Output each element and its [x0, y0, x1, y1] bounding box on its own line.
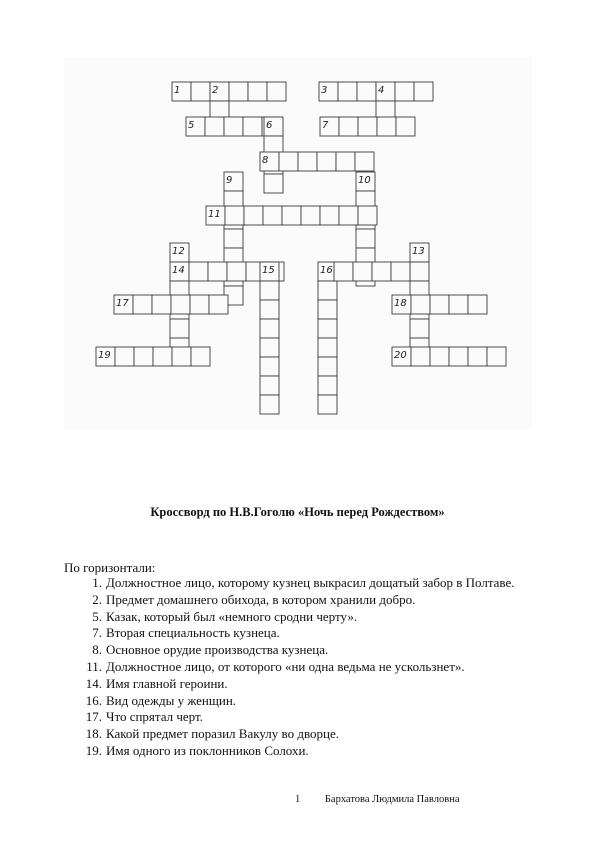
crossword-cell	[190, 295, 209, 314]
clue-number-label: 1	[174, 85, 181, 96]
crossword-cell	[318, 376, 337, 395]
page-number: 1	[295, 794, 301, 805]
crossword-cell	[209, 295, 228, 314]
clue-number-label: 7	[322, 120, 329, 131]
clue-number-label: 3	[321, 85, 328, 96]
clue-item	[84, 659, 524, 676]
crossword-cell	[353, 262, 372, 281]
clue-number-label: 11	[208, 209, 221, 220]
clue-item	[84, 642, 524, 659]
crossword-cell	[318, 357, 337, 376]
crossword-grid	[64, 57, 532, 429]
crossword-cell	[396, 117, 415, 136]
crossword-cell	[260, 319, 279, 338]
crossword-cell	[205, 117, 224, 136]
clue-text: Основное орудие производства кузнеца.	[106, 642, 329, 658]
clue-number-label: 13	[412, 246, 425, 257]
crossword-cell	[410, 262, 429, 281]
crossword-cell	[267, 82, 286, 101]
crossword-cell	[334, 262, 353, 281]
clue-item	[84, 726, 524, 743]
crossword-cell	[487, 347, 506, 366]
clue-text: Имя одного из поклонников Солохи.	[106, 742, 309, 758]
crossword-cell	[357, 82, 376, 101]
crossword-cell	[260, 300, 279, 319]
crossword-cell	[208, 262, 227, 281]
crossword-cell	[244, 206, 263, 225]
clue-text: Должностное лицо, от которого «ни одна ведьма не ускользнет».	[106, 658, 465, 674]
clue-number: 11.	[86, 658, 102, 674]
clue-number: 18.	[85, 726, 102, 742]
clue-list	[84, 575, 524, 760]
clue-number-label: 6	[266, 120, 273, 131]
crossword-cell	[225, 206, 244, 225]
footer-author: Бархатова Людмила Павловна	[324, 794, 460, 805]
crossword-cell	[279, 152, 298, 171]
crossword-cell	[358, 117, 377, 136]
crossword-cell	[339, 117, 358, 136]
clue-text: Предмет домашнего обихода, в котором хранили добро.	[106, 591, 416, 607]
crossword-cell	[301, 206, 320, 225]
crossword-cell	[372, 262, 391, 281]
clue-number-label: 20	[394, 350, 407, 361]
clue-text: Должностное лицо, которому кузнец выкрасил дощатый забор в Полтаве.	[106, 575, 515, 590]
crossword-cell	[260, 338, 279, 357]
crossword-cell	[358, 206, 377, 225]
clue-item	[84, 693, 524, 710]
clue-number-label: 15	[262, 265, 275, 276]
crossword-cell	[339, 206, 358, 225]
clue-number: 2.	[92, 591, 102, 607]
clue-text: Какой предмет поразил Вакулу во дворце.	[106, 726, 339, 742]
crossword-cell	[318, 319, 337, 338]
crossword-cell	[191, 347, 210, 366]
crossword-cell	[320, 206, 339, 225]
crossword-cell	[318, 300, 337, 319]
clue-number-label: 8	[262, 155, 269, 166]
clue-number-label: 14	[172, 265, 185, 276]
crossword-cell	[134, 347, 153, 366]
clue-number: 5.	[92, 608, 102, 624]
crossword-cell	[171, 295, 190, 314]
crossword-cell	[430, 347, 449, 366]
crossword-cell	[411, 347, 430, 366]
crossword-cell	[172, 347, 191, 366]
crossword-cell	[298, 152, 317, 171]
crossword-cell	[260, 281, 279, 300]
clue-text: Вторая специальность кузнеца.	[106, 625, 280, 641]
crossword-cell	[449, 295, 468, 314]
crossword-cell	[133, 295, 152, 314]
section-label-across: По горизонтали:	[64, 560, 156, 575]
crossword-cell	[317, 152, 336, 171]
crossword-cell	[189, 262, 208, 281]
crossword-cell	[410, 319, 429, 338]
clue-number-label: 12	[172, 246, 185, 257]
clue-number: 14.	[85, 675, 102, 691]
crossword-svg	[64, 57, 532, 429]
crossword-cell	[260, 376, 279, 395]
crossword-cell	[414, 82, 433, 101]
clue-number: 16.	[85, 692, 102, 708]
clue-number: 17.	[85, 709, 102, 725]
clue-number: 1.	[92, 575, 102, 590]
page-footer	[295, 794, 459, 805]
crossword-cell	[336, 152, 355, 171]
clue-text: Казак, который был «немного сродни черту».	[106, 608, 358, 624]
clue-number: 7.	[92, 625, 102, 641]
clue-text: Что спрятал черт.	[106, 709, 203, 725]
clue-item	[84, 676, 524, 693]
crossword-cell	[224, 117, 243, 136]
clue-item	[84, 709, 524, 726]
crossword-cell	[395, 82, 414, 101]
clue-text: Имя главной героини.	[106, 675, 228, 691]
crossword-cell	[318, 338, 337, 357]
crossword-cell	[411, 295, 430, 314]
clue-number: 19.	[85, 742, 102, 758]
clue-item	[84, 743, 524, 760]
document-title: Кроссворд по Н.В.Гоголю «Ночь перед Рождеством»	[150, 505, 445, 519]
clue-number-label: 17	[116, 298, 129, 309]
crossword-cell	[229, 82, 248, 101]
crossword-cell	[260, 357, 279, 376]
crossword-cell	[153, 347, 172, 366]
crossword-cell	[377, 117, 396, 136]
crossword-cell	[338, 82, 357, 101]
clue-number-label: 4	[378, 85, 385, 96]
clue-text: Вид одежды у женщин.	[106, 692, 237, 708]
crossword-cell	[260, 395, 279, 414]
crossword-cell	[248, 82, 267, 101]
clue-number-label: 10	[358, 175, 371, 186]
crossword-cell	[318, 395, 337, 414]
clue-item	[84, 625, 524, 642]
crossword-cell	[282, 206, 301, 225]
crossword-cell	[191, 82, 210, 101]
clue-item	[84, 575, 524, 592]
clue-number: 8.	[92, 642, 102, 658]
clue-number-label: 19	[98, 350, 111, 361]
crossword-cell	[170, 319, 189, 338]
crossword-cell	[430, 295, 449, 314]
crossword-cell	[449, 347, 468, 366]
crossword-cell	[391, 262, 410, 281]
crossword-cell	[152, 295, 171, 314]
clue-item	[84, 609, 524, 626]
crossword-cell	[355, 152, 374, 171]
clue-number-label: 2	[212, 85, 219, 96]
clue-item	[84, 592, 524, 609]
crossword-cell	[468, 347, 487, 366]
crossword-cell	[224, 229, 243, 248]
clue-number-label: 16	[320, 265, 333, 276]
clue-number-label: 9	[226, 175, 233, 186]
crossword-cell	[318, 281, 337, 300]
clue-number-label: 18	[394, 298, 407, 309]
crossword-cell	[115, 347, 134, 366]
crossword-cell	[243, 117, 262, 136]
crossword-cell	[263, 206, 282, 225]
crossword-cell	[356, 229, 375, 248]
crossword-cell	[468, 295, 487, 314]
clue-number-label: 5	[188, 120, 195, 131]
crossword-cell	[264, 174, 283, 193]
crossword-cell	[227, 262, 246, 281]
